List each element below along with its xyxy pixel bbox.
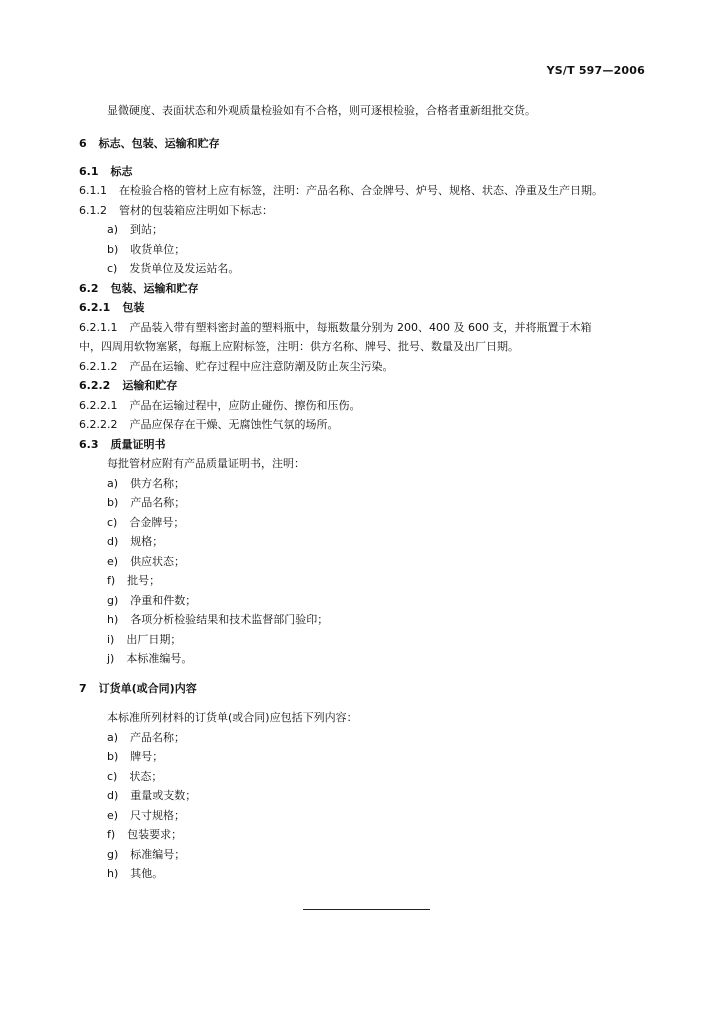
clause-number: b) <box>107 496 119 509</box>
clause-text: 在检验合格的管材上应有标签，注明：产品名称、合金牌号、炉号、规格、状态、净重及生产日期。 <box>119 184 603 197</box>
numbered-line <box>79 204 273 218</box>
numbered-line <box>107 809 185 823</box>
clause-text: 产品在运输过程中，应防止碰伤、擦伤和压伤。 <box>129 399 361 412</box>
clause-text: 标志 <box>110 165 133 178</box>
numbered-line <box>79 282 199 296</box>
clause-text: 包装、运输和贮存 <box>110 282 199 295</box>
clause-number: j) <box>107 652 115 665</box>
numbered-line <box>79 438 166 452</box>
numbered-line <box>107 789 196 803</box>
clause-text: 其他。 <box>130 867 164 880</box>
clause-number: f) <box>107 828 116 841</box>
clause-number: d) <box>107 789 119 802</box>
numbered-line <box>107 223 163 237</box>
clause-text: 发货单位及发运站名。 <box>129 262 240 275</box>
clause-text: 尺寸规格； <box>130 809 186 822</box>
clause-text: 状态； <box>129 770 163 783</box>
clause-number: e) <box>107 555 119 568</box>
clause-number: 6.2.2.1 <box>79 399 118 412</box>
clause-number: h) <box>107 613 119 626</box>
numbered-line <box>79 137 220 151</box>
clause-number: 6.1.2 <box>79 204 107 217</box>
paragraph-line <box>107 711 358 725</box>
clause-number: 6.2.1.1 <box>79 321 118 334</box>
clause-text: 产品在运输、贮存过程中应注意防潮及防止灰尘污染。 <box>129 360 394 373</box>
clause-number: 6.2.2.2 <box>79 418 118 431</box>
numbered-line <box>79 418 338 432</box>
clause-number: 7 <box>79 682 87 695</box>
clause-text: 到站； <box>130 223 164 236</box>
numbered-line <box>107 828 182 842</box>
clause-text: 产品名称； <box>130 731 186 744</box>
clause-number: 6.3 <box>79 438 99 451</box>
clause-number: g) <box>107 848 119 861</box>
numbered-line <box>107 867 163 881</box>
clause-number: e) <box>107 809 119 822</box>
numbered-line <box>107 535 163 549</box>
numbered-line <box>107 652 192 666</box>
numbered-line <box>107 770 162 784</box>
clause-text: 包装要求； <box>127 828 183 841</box>
numbered-line <box>79 399 360 413</box>
numbered-line <box>79 321 591 335</box>
numbered-line <box>107 750 163 764</box>
clause-text: 中，四周用软物塞紧，每瓶上应附标签，注明：供方名称、牌号、批号、数量及出厂日期。 <box>79 340 519 353</box>
numbered-line <box>107 594 196 608</box>
end-rule <box>303 909 430 910</box>
numbered-line <box>107 731 185 745</box>
clause-text: 产品应保存在干燥、无腐蚀性气氛的场所。 <box>129 418 339 431</box>
numbered-line <box>107 496 185 510</box>
clause-number: 6.1.1 <box>79 184 107 197</box>
numbered-line <box>107 262 239 276</box>
clause-number: f) <box>107 574 116 587</box>
numbered-line <box>107 477 185 491</box>
clause-text: 质量证明书 <box>110 438 166 451</box>
clause-text: 显微硬度、表面状态和外观质量检验如有不合格，则可逐根检验，合格者重新组批交货。 <box>107 104 536 117</box>
clause-number: c) <box>107 770 118 783</box>
clause-number: c) <box>107 262 118 275</box>
clause-number: a) <box>107 731 119 744</box>
clause-number: h) <box>107 867 119 880</box>
clause-number: b) <box>107 750 119 763</box>
clause-text: 本标准编号。 <box>126 652 193 665</box>
numbered-line <box>79 360 393 374</box>
clause-text: 收货单位； <box>130 243 186 256</box>
clause-text: 重量或支数； <box>130 789 197 802</box>
clause-number: a) <box>107 477 119 490</box>
clause-text: 规格； <box>130 535 164 548</box>
numbered-line <box>107 613 328 627</box>
numbered-line <box>79 379 177 393</box>
clause-text: 供方名称； <box>130 477 186 490</box>
paragraph-line <box>107 457 305 471</box>
numbered-line <box>107 633 181 647</box>
clause-text: 产品名称； <box>130 496 186 509</box>
clause-number: 6 <box>79 137 87 150</box>
clause-number: i) <box>107 633 115 646</box>
clause-text: 订货单(或合同)内容 <box>98 682 197 695</box>
clause-text: 供应状态； <box>130 555 186 568</box>
numbered-line <box>107 516 184 530</box>
paragraph-line <box>107 104 536 118</box>
numbered-line <box>79 301 144 315</box>
clause-text: 管材的包装箱应注明如下标志： <box>119 204 273 217</box>
clause-text: 批号； <box>127 574 161 587</box>
clause-number: 6.2.2 <box>79 379 111 392</box>
clause-number: g) <box>107 594 119 607</box>
clause-number: c) <box>107 516 118 529</box>
clause-text: 产品装入带有塑料密封盖的塑料瓶中，每瓶数量分别为 200、400 及 600 支，并将瓶置于木箱 <box>129 321 592 334</box>
standard-number: YS/T 597—2006 <box>546 64 645 77</box>
clause-text: 牌号； <box>130 750 164 763</box>
clause-number: b) <box>107 243 119 256</box>
clause-number: 6.2 <box>79 282 99 295</box>
numbered-line <box>107 848 185 862</box>
numbered-line <box>79 682 197 696</box>
clause-text: 本标准所列材料的订货单(或合同)应包括下列内容： <box>107 711 358 724</box>
paragraph-line <box>79 340 519 354</box>
clause-text: 每批管材应附有产品质量证明书，注明： <box>107 457 305 470</box>
clause-text: 包装 <box>122 301 145 314</box>
numbered-line <box>107 574 160 588</box>
clause-text: 出厂日期； <box>126 633 182 646</box>
clause-text: 标准编号； <box>130 848 186 861</box>
clause-text: 各项分析检验结果和技术监督部门验印； <box>130 613 329 626</box>
clause-text: 运输和贮存 <box>122 379 178 392</box>
clause-text: 净重和件数； <box>130 594 197 607</box>
clause-text: 标志、包装、运输和贮存 <box>98 137 220 150</box>
numbered-line <box>79 165 133 179</box>
clause-number: 6.1 <box>79 165 99 178</box>
clause-number: 6.2.1 <box>79 301 111 314</box>
numbered-line <box>107 243 185 257</box>
numbered-line <box>79 184 603 198</box>
clause-number: a) <box>107 223 119 236</box>
clause-number: 6.2.1.2 <box>79 360 118 373</box>
clause-text: 合金牌号； <box>129 516 185 529</box>
clause-number: d) <box>107 535 119 548</box>
numbered-line <box>107 555 185 569</box>
